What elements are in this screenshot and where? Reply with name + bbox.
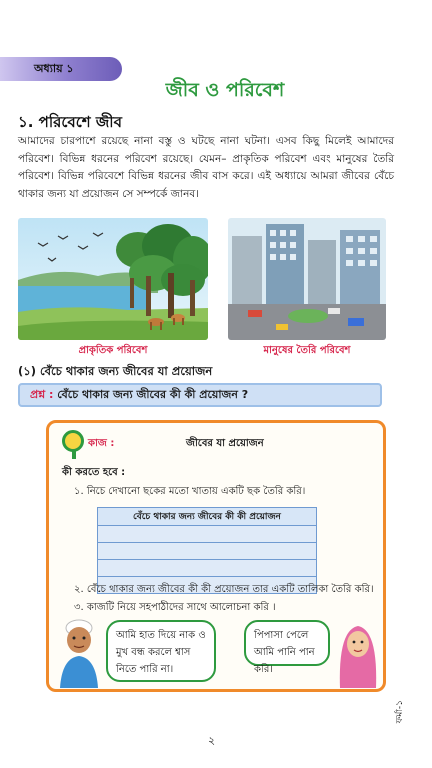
natural-environment-image <box>18 218 208 340</box>
activity-step-3: ৩. কাজটি নিয়ে সহপাঠীদের সাথে আলোচনা করি । <box>74 602 276 613</box>
manmade-environment-caption: মানুষের তৈরি পরিবেশ <box>263 345 351 356</box>
chapter-tab: অধ্যায় ১ <box>0 57 122 81</box>
needs-table <box>97 507 317 594</box>
needs-table-row <box>98 526 317 543</box>
activity-step-1: ১. নিচে দেখানো ছকের মতো খাতায় একটি ছক তৈরি করি। <box>74 486 306 497</box>
magnifier-handle <box>72 449 76 459</box>
needs-table-row <box>98 543 317 560</box>
boy-illustration <box>56 618 102 688</box>
activity-title: জীবের যা প্রয়োজন <box>186 438 264 449</box>
section-title: ১. পরিবেশে জীব <box>18 113 122 131</box>
speech-bubble-girl: পিপাসা পেলে আমি পানি পান করি। <box>244 620 330 666</box>
question-text: বেঁচে থাকার জন্য জীবের কী কী প্রয়োজন ? <box>53 388 249 401</box>
girl-illustration <box>334 620 382 688</box>
todo-label: কী করতে হবে : <box>62 467 126 478</box>
natural-environment-caption: প্রাকৃতিক পরিবেশ <box>78 345 148 356</box>
page-number: ২ <box>208 734 216 747</box>
needs-table-row <box>98 560 317 577</box>
question-label: প্রশ্ন : <box>30 388 54 401</box>
activity-label: কাজ : <box>88 438 115 449</box>
intro-paragraph: আমাদের চারপাশে রয়েছে নানা বস্তু ও ঘটছে নানা ঘটনা। এসব কিছু মিলেই আমাদের পরিবেশ। বিভিন্ন ধরনের পরিবেশ রয়েছে। যেমন– প্রাকৃতিক পরিবেশ এবং মানুষের তৈরি পরিবেশ। বিভিন্ন পরিবেশে বিভিন্ন ধরনের জীব বাস করে। এই অধ্যায়ে আমরা জীবের বেঁচে থাকার জন্য যা প্রয়োজন সে সম্পর্কে জানব। <box>18 135 394 200</box>
speech-bubble-boy: আমি হাত দিয়ে নাক ও মুখ বন্ধ করলে শ্বাস নিতে পারি না। <box>106 620 216 682</box>
question-bar <box>18 383 382 407</box>
side-code: ফর্মা-১ <box>395 700 405 724</box>
activity-step-2: ২. বেঁচে থাকার জন্য জীবের কী কী প্রয়োজন তার একটি তালিকা তৈরি করি। <box>74 584 374 595</box>
needs-table-header: বেঁচে থাকার জন্য জীবের কী কী প্রয়োজন <box>98 508 317 526</box>
manmade-environment-image <box>228 218 386 340</box>
subsection-title: (১) বেঁচে থাকার জন্য জীবের যা প্রয়োজন <box>18 364 213 378</box>
chapter-title: জীব ও পরিবেশ <box>165 79 285 101</box>
